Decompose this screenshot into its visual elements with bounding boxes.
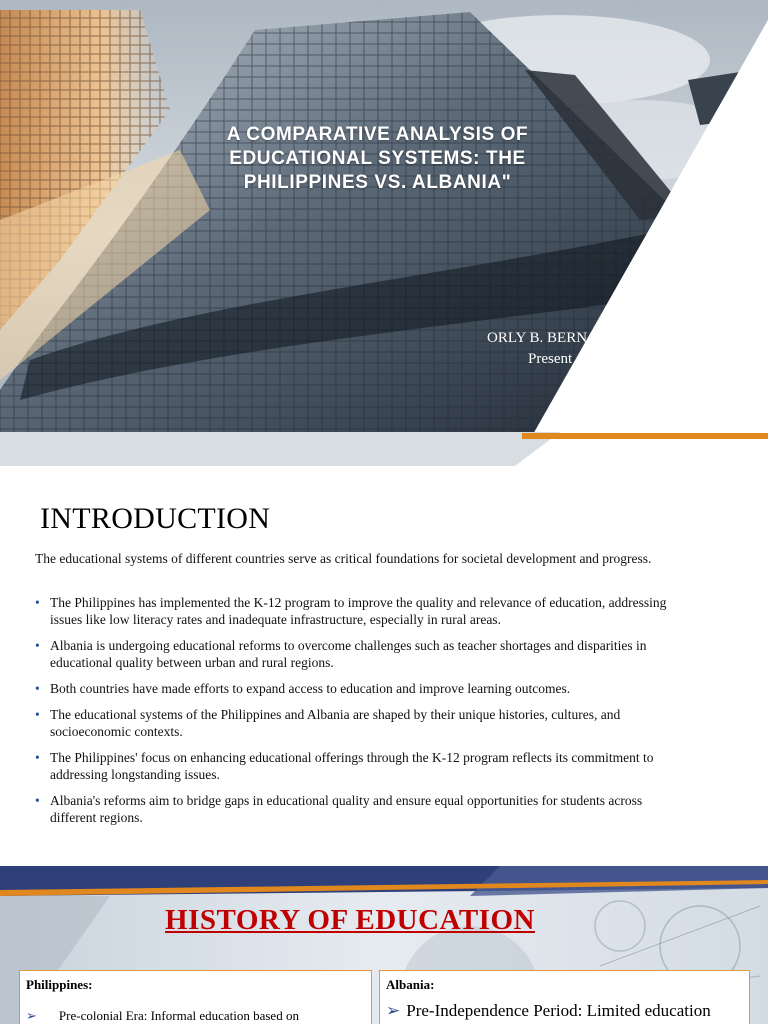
bullet-text: Albania's reforms aim to bridge gaps in educational quality and ensure equal opportunities for students across different regions. (50, 793, 643, 825)
bullet-icon: • (35, 793, 40, 808)
list-item (35, 680, 685, 697)
philippines-heading: Philippines: (26, 977, 93, 992)
albania-box (379, 970, 750, 1024)
bullet-icon: • (35, 750, 40, 765)
philippines-box (19, 970, 372, 1024)
introduction-slide (0, 466, 768, 864)
history-title: HISTORY OF EDUCATION (165, 904, 535, 936)
list-item (35, 637, 685, 671)
albania-item-text: Pre-Independence Period: Limited education (406, 1001, 711, 1020)
introduction-bullets (35, 594, 685, 835)
bullet-text: The Philippines has implemented the K-12 program to improve the quality and relevance of education, addressing issues like low literacy rates and inadequate infrastructure, especially in rural areas. (50, 595, 667, 627)
presenter-role: Present (528, 351, 573, 367)
albania-heading: Albania: (386, 977, 435, 992)
bullet-text: The Philippines' focus on enhancing educational offerings through the K-12 program reflects its commitment to addressing longstanding issues. (50, 750, 654, 782)
bullet-icon: • (35, 681, 40, 696)
list-item (386, 1001, 711, 1021)
bullet-text: The educational systems of the Philippines and Albania are shaped by their unique histories, cultures, and socioeconomic contexts. (50, 707, 621, 739)
introduction-heading: INTRODUCTION (40, 502, 271, 535)
list-item (35, 792, 685, 826)
bullet-icon: • (35, 595, 40, 610)
presenter-name: ORLY B. BERN (487, 330, 588, 346)
presentation-title: A COMPARATIVE ANALYSIS OF EDUCATIONAL SYSTEMS: THE PHILIPPINES VS. ALBANIA" (226, 124, 529, 193)
list-item (35, 749, 685, 783)
bullet-icon: • (35, 707, 40, 722)
history-slide (0, 866, 768, 1024)
building-photo (0, 0, 768, 466)
list-item (26, 1008, 299, 1024)
list-item (35, 706, 685, 740)
accent-bar (522, 433, 768, 439)
title-slide (0, 0, 768, 466)
arrow-bullet-icon: ➢ (26, 1008, 37, 1023)
list-item (35, 594, 685, 628)
bullet-icon: • (35, 638, 40, 653)
introduction-paragraph: The educational systems of different countries serve as critical foundations for societal development and progress. (35, 551, 652, 566)
philippines-item-text: Pre-colonial Era: Informal education based on (58, 1008, 299, 1023)
arrow-bullet-icon: ➢ (386, 1001, 401, 1020)
bullet-text: Albania is undergoing educational reforms to overcome challenges such as teacher shortages and disparities in educational quality between urban and rural regions. (50, 638, 647, 670)
bullet-text: Both countries have made efforts to expand access to education and improve learning outcomes. (50, 681, 571, 696)
